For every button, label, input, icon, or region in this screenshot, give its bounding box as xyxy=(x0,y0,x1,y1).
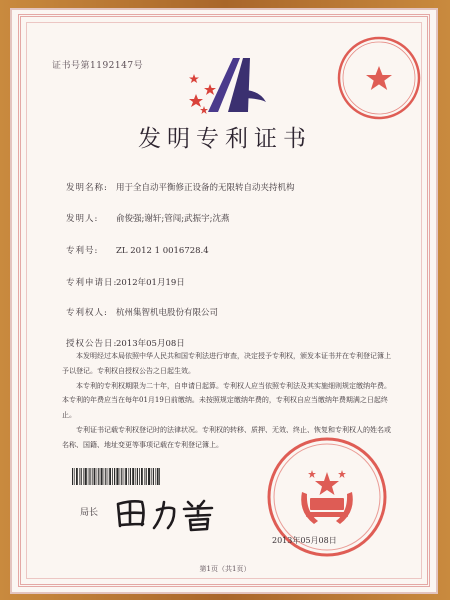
page-number: 第1页（共1页） xyxy=(199,565,251,573)
patentee-value: 杭州集智机电股份有限公司 xyxy=(116,308,219,318)
certificate-number: 证书号第1192147号 xyxy=(52,61,144,71)
director-signature-image xyxy=(112,492,232,534)
grant-date-field xyxy=(66,337,185,349)
body-paragraph: 本专利的专利权期限为二十年，自申请日起算。专利权人应当依照专利法及其实施细则规定缴纳年费。本专利的年费应当在每年01月19日前缴纳。未按照规定缴纳年费的，专利权自应当缴纳年费期满之日起终止。 xyxy=(62,381,391,420)
certificate-seal-stamp xyxy=(333,32,425,124)
patent-number-field xyxy=(66,244,209,256)
inventors-value: 俞俊强;谢轩;管闯;武振宇;沈燕 xyxy=(116,214,230,224)
invention-name-value: 用于全自动平衡修正设备的无限转自动夹持机构 xyxy=(116,183,295,193)
inventors-label: 发明人: xyxy=(66,214,99,224)
inventors-field xyxy=(66,212,229,224)
patentee-field xyxy=(66,306,218,318)
barcode xyxy=(72,468,160,485)
patent-number-label: 专利号: xyxy=(66,246,99,256)
filing-date-value: 2012年01月19日 xyxy=(116,278,185,288)
director-title: 局长 xyxy=(80,508,99,518)
patent-office-emblem-icon xyxy=(188,50,278,120)
grant-date-value: 2013年05月08日 xyxy=(116,339,185,349)
seal-date: 2013年05月08日 xyxy=(272,536,337,545)
invention-name-field xyxy=(66,181,295,193)
patent-number-value: ZL 2012 1 0016728.4 xyxy=(116,246,209,256)
patentee-label: 专利权人: xyxy=(66,308,108,318)
body-paragraph: 本发明经过本局依照中华人民共和国专利法进行审查，决定授予专利权，颁发本证书并在专利登记簿上予以登记。专利权自授权公告之日起生效。 xyxy=(62,352,391,375)
filing-date-field xyxy=(66,276,185,288)
filing-date-label: 专利申请日: xyxy=(66,278,118,288)
grant-date-label: 授权公告日: xyxy=(66,339,118,349)
invention-name-label: 发明名称: xyxy=(66,183,108,193)
certificate-title: 发明专利证书 xyxy=(138,126,312,152)
body-paragraph: 专利证书记载专利权登记时的法律状况。专利权的转移、质押、无效、终止、恢复和专利权人的姓名或名称、国籍、地址变更等事项记载在专利登记簿上。 xyxy=(62,425,391,449)
